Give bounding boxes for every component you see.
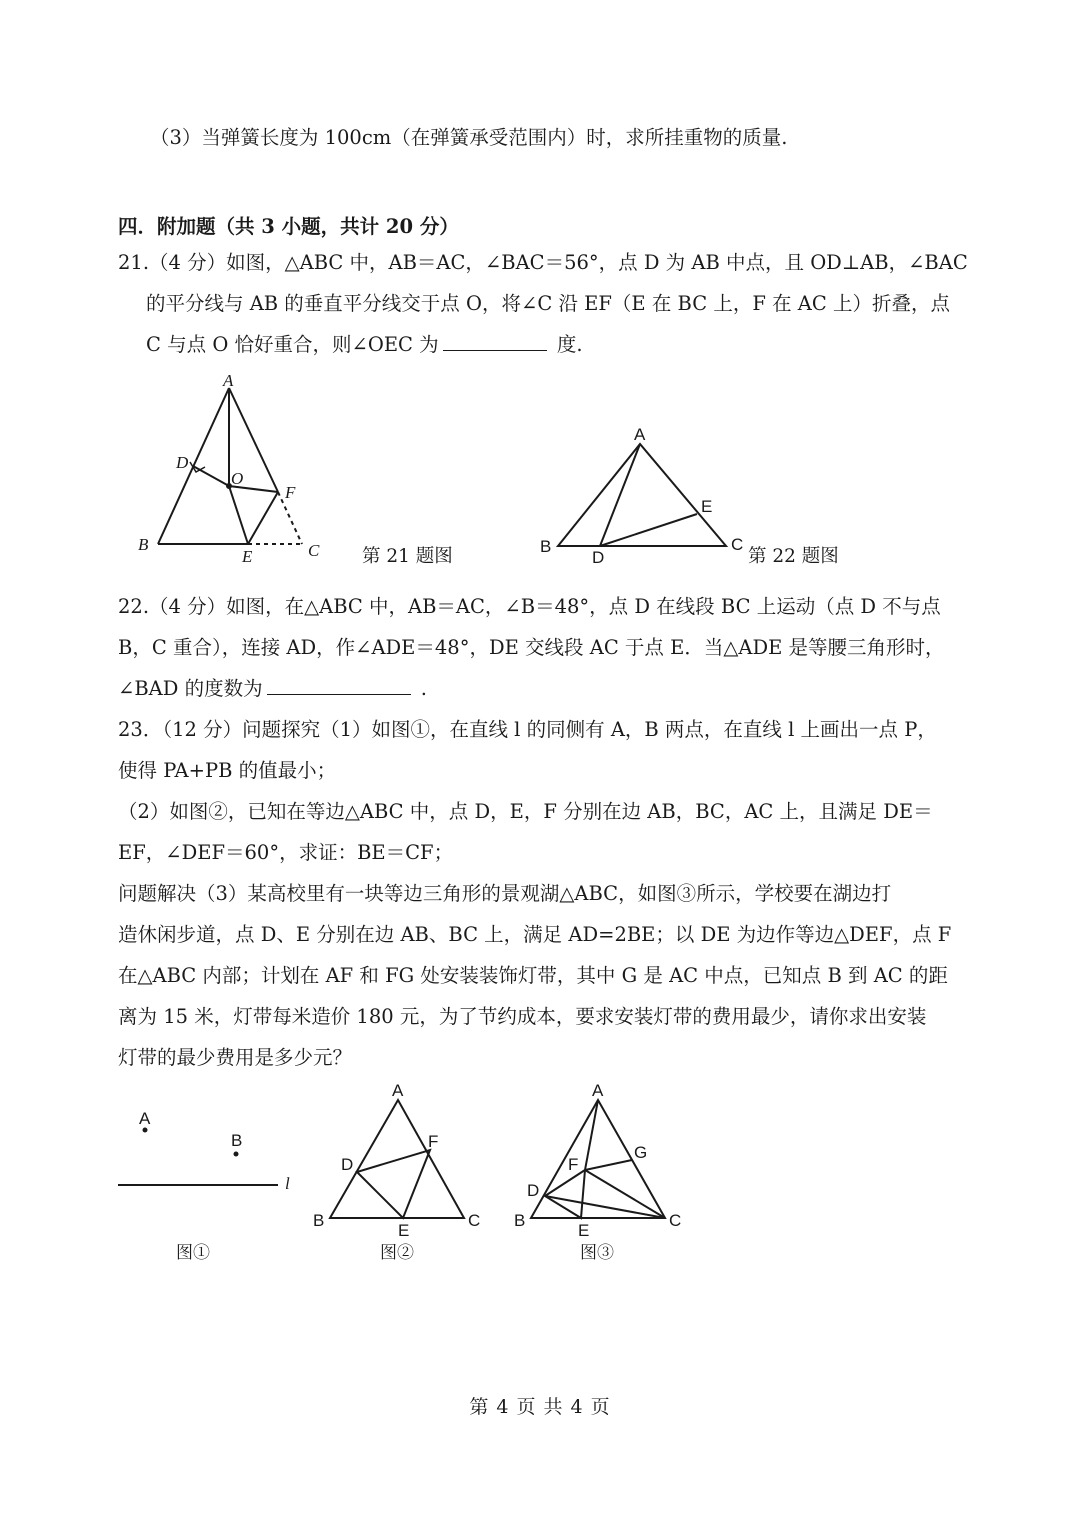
q22-label-e: E bbox=[701, 497, 713, 516]
q23-fig3-label-d: D bbox=[527, 1181, 540, 1200]
q23-line5: 问题解决（3）某高校里有一块等边三角形的景观湖△ABC，如图③所示，学校要在湖边打 bbox=[118, 882, 892, 905]
q22-label-b: B bbox=[540, 537, 552, 556]
q22-label-a: A bbox=[634, 425, 646, 444]
q21-label-b: B bbox=[138, 535, 149, 554]
q22-triangle-abc bbox=[558, 444, 726, 546]
q23-fig3-label-a: A bbox=[592, 1081, 604, 1100]
q23-fig2-label-e: E bbox=[398, 1221, 410, 1240]
q20-part3-text: （3）当弹簧长度为 100cm（在弹簧承受范围内）时，求所挂重物的质量. bbox=[150, 126, 788, 149]
q23-fig2-label-d: D bbox=[341, 1155, 354, 1174]
q23-line3: （2）如图②，已知在等边△ABC 中，点 D，E，F 分别在边 AB，BC，AC 上，且满足 DE＝ bbox=[118, 800, 933, 823]
page-footer: 第 4 页 共 4 页 bbox=[469, 1396, 611, 1418]
q23-fig2-label-a: A bbox=[392, 1081, 404, 1100]
q23-fig3-label-c: C bbox=[669, 1211, 682, 1230]
q22-label-d: D bbox=[592, 548, 605, 567]
q23-fig3-caption: 图③ bbox=[580, 1243, 614, 1263]
q21-label-a: A bbox=[223, 371, 234, 390]
q21-label-f: F bbox=[285, 483, 296, 502]
q23-line2: 使得 PA+PB 的值最小； bbox=[118, 759, 337, 782]
q23-fig1-label-a: A bbox=[139, 1109, 151, 1128]
q23-fig3-label-f: F bbox=[568, 1155, 579, 1174]
q22-line2: B，C 重合），连接 AD，作∠ADE＝48°，DE 交线段 AC 于点 E．当△ADE 是等腰三角形时， bbox=[118, 636, 945, 659]
q23-fig1-label-l: l bbox=[285, 1174, 290, 1193]
q23-fig2-label-f: F bbox=[428, 1132, 439, 1151]
q22-segment-de bbox=[600, 514, 697, 546]
q23-fig1-label-b: B bbox=[231, 1131, 243, 1150]
q21-label-o: O bbox=[231, 469, 244, 488]
q23-line6: 造休闲步道，点 D、E 分别在边 AB、BC 上，满足 AD=2BE；以 DE 为边作等边△DEF，点 F bbox=[118, 923, 952, 946]
q22-line1: 22.（4 分）如图，在△ABC 中，AB＝AC，∠B＝48°，点 D 在线段 BC 上运动（点 D 不与点 bbox=[118, 595, 941, 618]
q22-label-c: C bbox=[731, 535, 744, 554]
q21-line2: 的平分线与 AB 的垂直平分线交于点 O，将∠C 沿 EF（E 在 BC 上，F 在 AC 上）折叠，点 bbox=[146, 292, 950, 315]
q23-fig3-label-b: B bbox=[514, 1211, 526, 1230]
q23-fig2-caption: 图② bbox=[380, 1243, 414, 1263]
q23-fig3-triangle-def bbox=[545, 1170, 585, 1218]
q23-fig2-label-b: B bbox=[313, 1211, 325, 1230]
q23-line4: EF，∠DEF＝60°，求证：BE＝CF； bbox=[118, 841, 454, 864]
q21-label-d: D bbox=[176, 453, 189, 472]
q22-segment-ad bbox=[600, 444, 640, 546]
q23-line8: 离为 15 米，灯带每米造价 180 元，为了节约成本，要求安装灯带的费用最少，请你求出安装 bbox=[118, 1005, 927, 1028]
q22-line3-prefix: ∠BAD 的度数为 bbox=[118, 677, 263, 700]
q22-figure-caption: 第 22 题图 bbox=[748, 546, 839, 567]
q21-fold-ef bbox=[248, 492, 278, 544]
q21-line1: 21.（4 分）如图，△ABC 中，AB＝AC，∠BAC＝56°，点 D 为 AB 中点，且 OD⊥AB，∠BAC bbox=[118, 251, 968, 274]
q23-fig3-segment-fg bbox=[585, 1160, 632, 1170]
section4-title: 四．附加题（共 3 小题，共计 20 分） bbox=[118, 215, 459, 238]
q23-fig1-point-b bbox=[234, 1152, 239, 1157]
q23-fig1-point-a bbox=[143, 1128, 148, 1133]
q21-line3-suffix: 度. bbox=[556, 333, 583, 356]
q21-label-e: E bbox=[242, 547, 253, 566]
q22-line3-suffix: . bbox=[420, 677, 427, 700]
q22-figure bbox=[558, 444, 726, 546]
q21-segment-oe bbox=[229, 486, 248, 544]
q23-fig1-caption: 图① bbox=[176, 1243, 210, 1263]
q23-line9: 灯带的最少费用是多少元？ bbox=[118, 1046, 353, 1069]
q23-fig3-label-e: E bbox=[578, 1221, 590, 1240]
q23-line7: 在△ABC 内部；计划在 AF 和 FG 处安装装饰灯带，其中 G 是 AC 中点，已知点 B 到 AC 的距 bbox=[118, 964, 948, 987]
q23-fig2-label-c: C bbox=[468, 1211, 481, 1230]
q21-line3-prefix: C 与点 O 恰好重合，则∠OEC 为 bbox=[146, 333, 439, 356]
q21-label-c: C bbox=[308, 541, 320, 560]
q23-line1: 23．（12 分）问题探究（1）如图①，在直线 l 的同侧有 A，B 两点，在直线 l 上画出一点 P， bbox=[118, 718, 937, 741]
q23-fig3-label-g: G bbox=[634, 1143, 648, 1162]
q21-figure-caption: 第 21 题图 bbox=[362, 546, 453, 567]
q23-fig2-triangle-def bbox=[357, 1150, 430, 1218]
q21-segment-do bbox=[193, 466, 229, 486]
